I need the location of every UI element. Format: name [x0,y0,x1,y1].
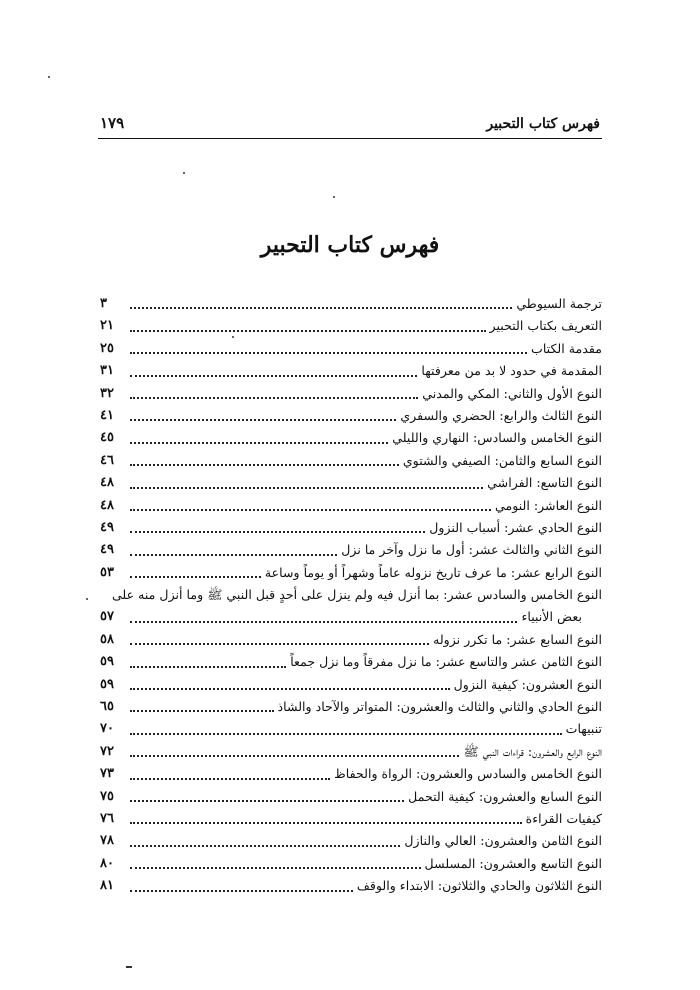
toc-entry [100,427,602,449]
toc-entry [100,405,602,427]
entry-title: النوع الخامس والسادس والعشرون: الرواة والحفاظ [334,766,602,782]
entry-title: النوع السابع عشر: ما تكرر نزوله [433,631,602,647]
toc-entry [100,696,602,718]
toc-entry [100,293,602,315]
entry-title: النوع السابع والعشرون: كيفية التحمل [408,788,602,804]
entry-page: ٨١ [100,878,114,894]
entry-page: ٤٦ [100,452,114,468]
running-title: فهرس كتاب التحبير [486,116,600,132]
entry-title: النوع التاسع: الفراشي [487,475,602,491]
entry-title: النوع الحادي والثاني والثالث والعشرون: المتواتر والآحاد والشاذ [277,699,602,715]
entry-page: ٧٥ [100,788,114,804]
entry-page: ٥٩ [100,654,114,670]
dot-leader [130,777,330,780]
dot-leader [130,889,353,892]
entry-title: النوع الثامن عشر والتاسع عشر: ما نزل مفرقاً وما نزل جمعاً [290,654,602,670]
toc-entry [100,360,602,382]
entry-title: النوع الحادي عشر: أسباب النزول [429,519,602,535]
entry-title: ترجمة السيوطي [516,295,602,311]
dot-leader [130,351,527,354]
dot-leader [130,844,400,847]
entry-title: النوع الرابع والعشرون: قراءات النبي ﷺ [463,743,602,759]
entry-title: المقدمة في حدود لا بد من معرفتها [421,363,602,379]
entry-title: النوع الثالث والرابع: الحضري والسفري [400,407,602,423]
toc-entry [100,786,602,808]
entry-page: ٣١ [100,363,114,379]
entry-title: مقدمة الكتاب [530,340,602,356]
entry-page: ٧٢ [100,743,114,759]
dot-leader [130,396,418,399]
dot-leader [130,821,522,824]
header-rule [98,138,602,139]
running-header [100,108,600,132]
toc-entry [100,674,602,696]
entry-title: تنبيهات [565,721,602,737]
toc-entry [100,315,602,337]
dot-leader [130,799,404,802]
entry-page: ٧٦ [100,810,114,826]
toc-entry [100,517,602,539]
entry-page: ٨٠ [100,855,114,871]
entry-page: ٧٣ [100,766,114,782]
entry-title: النوع الرابع عشر: ما عرف تاريخ نزوله عاماً وشهراً أو يوماً وساعة [264,564,602,580]
toc-entry [100,562,602,584]
entry-page: ٤٩ [100,519,114,535]
table-of-contents [100,293,602,898]
index-title: فهرس كتاب التحبير [260,232,440,258]
dot-leader [130,329,486,332]
toc-entry [100,539,602,561]
entry-title: النوع السابع والثامن: الصيفي والشتوي [402,452,602,468]
entry-title: النوع العاشر: النومي [494,497,602,513]
entry-page: ٢٥ [100,340,114,356]
entry-page: ٤١ [100,407,114,423]
entry-page: ٦٥ [100,699,114,715]
toc-entry [100,763,602,785]
toc-entry [100,830,602,852]
dot-leader [130,665,286,668]
dot-leader [130,575,261,578]
toc-entry-multiline [100,584,602,629]
dot-leader [130,687,450,690]
toc-entry [100,853,602,875]
entry-title: النوع الثامن والعشرون: العالي والنازل [404,833,602,849]
entry-title: النوع الثلاثون والحادي والثلاثون: الابتداء والوقف [356,878,602,894]
entry-page: ٥٨ [100,631,114,647]
entry-title-line2: بعض الأنبياء [521,609,582,625]
dot-leader [130,732,562,735]
entry-title: التعريف بكتاب التحبير [489,318,602,334]
entry-title: النوع التاسع والعشرون: المسلسل [424,855,602,871]
toc-entry [100,651,602,673]
dot-leader [130,418,396,421]
toc-entry [100,338,602,360]
entry-page: ٣ [100,295,107,311]
dot-leader [130,709,274,712]
entry-page: ٣٢ [100,385,114,401]
toc-entry [100,875,602,897]
entry-title: النوع الخامس والسادس: النهاري والليلي [392,430,602,446]
dot-leader [130,866,421,869]
entry-page: ٢١ [100,318,114,334]
entry-page: ٥٧ [100,609,114,625]
toc-entry [100,472,602,494]
entry-page: ٤٨ [100,497,114,513]
entry-page: ٤٨ [100,475,114,491]
toc-entry [100,383,602,405]
entry-page: ٥٩ [100,676,114,692]
dot-leader [130,754,459,757]
page-number: ١٧٩ [100,114,125,132]
toc-entry [100,450,602,472]
entry-title: النوع الأول والثاني: المكي والمدني [422,385,602,401]
toc-entry [100,808,602,830]
dot-leader [130,620,517,623]
toc-entry [100,495,602,517]
entry-page: ٤٩ [100,542,114,558]
entry-title: النوع العشرون: كيفية النزول [453,676,602,692]
dot-leader [130,441,388,444]
entry-page: ٥٣ [100,564,114,580]
entry-title: كيفيات القراءة [525,810,602,826]
entry-title-line1: النوع الخامس والسادس عشر: بما أنزل فيه ولم ينزل على أحدٍ قبل النبي ﷺ وما أنزل منه على [111,587,602,603]
dot-leader [130,463,399,466]
toc-entry [100,629,602,651]
entry-page: ٧٨ [100,833,114,849]
entry-page: ٧٠ [100,721,114,737]
dot-leader [130,642,429,645]
dot-leader [130,486,483,489]
toc-entry [100,741,602,763]
entry-title: النوع الثاني والثالث عشر: أول ما نزل وآخر ما نزل [341,542,602,558]
entry-page: ٤٥ [100,430,114,446]
dot-leader [130,374,417,377]
dot-leader [130,553,337,556]
dot-leader [130,530,425,533]
dot-leader [130,306,512,309]
toc-entry [100,718,602,740]
dot-leader [130,508,491,511]
